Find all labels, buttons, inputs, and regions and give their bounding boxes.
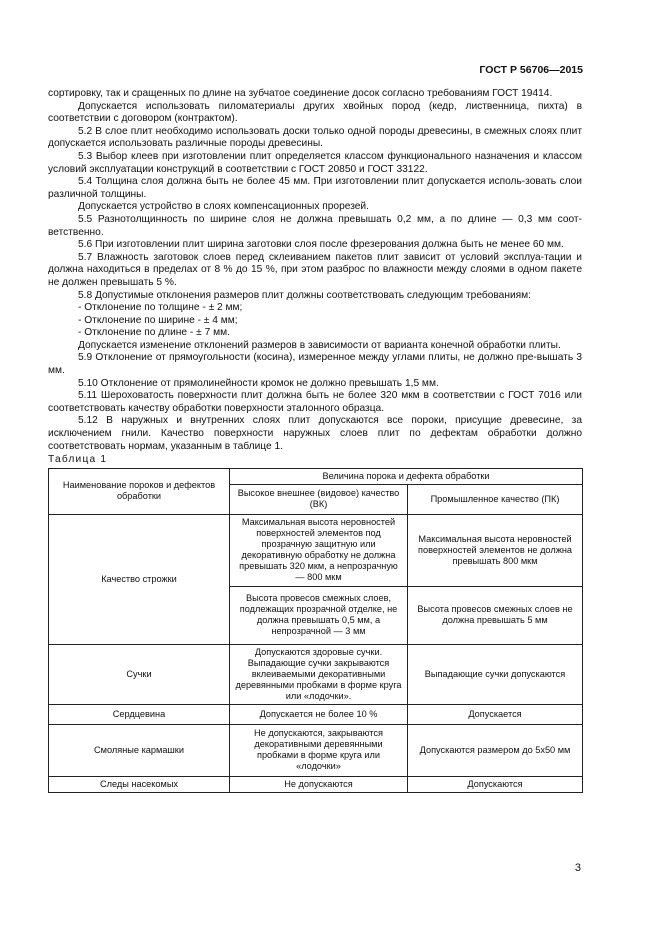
paragraph: 5.12 В наружных и внутренних слоях плит допускаются все пороки, присущие древесине, за исключением гнили. Качество поверхности наружных слоев плит по дефектам обработки должно соответствовать нормам, указанным в таблице 1. (48, 415, 582, 452)
header-defect-name: Наименование пороков и дефектов обработки (49, 468, 230, 514)
paragraph: 5.8 Допустимые отклонения размеров плит должны соответствовать следующим требованиям: (78, 289, 532, 301)
table-caption: Таблица 1 (48, 454, 108, 466)
page-number: 3 (574, 862, 581, 874)
table-row (49, 644, 583, 704)
table-row (49, 776, 583, 792)
paragraph: 5.2 В слое плит необходимо использовать доски только одной породы древесины, в смежных слоях плит допускается использовать различные породы древесины. (48, 125, 582, 150)
paragraph: 5.4 Толщина слоя должна быть не более 45 мм. При изготовлении плит допускается исполь-зовать слои различной толщины. (48, 176, 582, 200)
header-vk: Высокое внешнее (видовое) качество (ВК) (230, 484, 408, 514)
row-vk: Высота провесов смежных слоев, подлежащих прозрачной отделке, не должна превышать 0,5 мм, а непрозрачной — 3 мм (230, 586, 408, 644)
row-pk: Максимальная высота неровностей поверхностей элементов не должна превышать 800 мкм (408, 514, 583, 586)
row-name: Следы насекомых (49, 776, 230, 792)
row-vk: Не допускаются, закрываются декоративными деревянными пробками в форме круга или «лодочки» (230, 724, 408, 776)
table-row (49, 514, 583, 586)
paragraph: 5.11 Шероховатость поверхности плит должна быть не более 320 мкм в соответствии с ГОСТ 7016 или соответствовать качеству обработки поверхности эталонного образца. (48, 390, 582, 414)
paragraph: 5.3 Выбор клеев при изготовлении плит определяется классом функционального назначения и классом условий эксплуатации конструкций в соответствии с ГОСТ 20850 и ГОСТ 33122. (48, 150, 582, 175)
table-row (49, 704, 583, 724)
paragraph: Допускается изменение отклонений размеров в зависимости от варианта конечной обработки плиты. (78, 339, 561, 351)
defects-table (48, 468, 583, 793)
header-pk: Промышленное качество (ПК) (408, 484, 583, 514)
row-vk: Не допускаются (230, 776, 408, 792)
row-pk: Выпадающие сучки допускаются (408, 644, 583, 704)
paragraph: 5.6 При изготовлении плит ширина заготовки слоя после фрезерования должна быть не менее 60 мм. (78, 239, 564, 251)
row-name: Качество строжки (49, 514, 230, 644)
paragraph: 5.10 Отклонение от прямолинейности кромок не должно превышать 1,5 мм. (78, 377, 439, 389)
row-vk: Допускаются здоровые сучки. Выпадающие сучки закрываются вклеиваемыми декоративными деревянными пробками в форме круга или «лодочки». (230, 644, 408, 704)
row-vk: Допускается не более 10 % (230, 704, 408, 724)
row-vk: Максимальная высота неровностей поверхностей элементов под прозрачную защитную или декоративную обработку не должна превышать 320 мкм, а непрозрачную — 800 мкм (230, 514, 408, 586)
paragraph-list (48, 88, 582, 453)
paragraph: Допускается использовать пиломатериалы других хвойных пород (кедр, лиственница, пихта) в соответствии с договором (контрактом). (48, 100, 582, 125)
row-name: Сердцевина (49, 704, 230, 724)
paragraph: - Отклонение по длине - ± 7 мм. (78, 327, 230, 339)
row-pk: Высота провесов смежных слоев не должна превышать 5 мм (408, 586, 583, 644)
paragraph: - Отклонение по толщине - ± 2 мм; (78, 302, 243, 314)
row-name: Сучки (49, 644, 230, 704)
table-row (49, 724, 583, 776)
paragraph: 5.7 Влажность заготовок слоев перед склеиванием пакетов плит зависит от условий эксплуа-тации и должна находиться в пределах от 8 % до 15 %, при этом разброс по влажности между слоями в одном пакете не должен превышать 5 %. (48, 251, 582, 288)
paragraph: 5.5 Разнотолщинность по ширине слоя не должна превышать 0,2 мм, а по длине — 0,3 мм соот-ветственно. (48, 213, 582, 238)
row-pk: Допускаются размером до 5х50 мм (408, 724, 583, 776)
row-pk: Допускаются (408, 776, 583, 792)
paragraph: сортировку, так и сращенных по длине на зубчатое соединение досок согласно требованиям ГОСТ 19414. (48, 88, 553, 99)
row-name: Смоляные кармашки (49, 724, 230, 776)
paragraph: Допускается устройство в слоях компенсационных прорезей. (78, 201, 369, 213)
row-pk: Допускается (408, 704, 583, 724)
document-header: ГОСТ Р 56706—2015 (479, 64, 583, 76)
header-defect-value: Величина порока и дефекта обработки (230, 468, 583, 484)
document-body (48, 88, 582, 793)
paragraph: - Отклонение по ширине - ± 4 мм; (78, 314, 238, 326)
paragraph: 5.9 Отклонение от прямоугольности (косина), измеренное между углами плиты, не должно пре-вышать 3 мм. (48, 352, 582, 377)
